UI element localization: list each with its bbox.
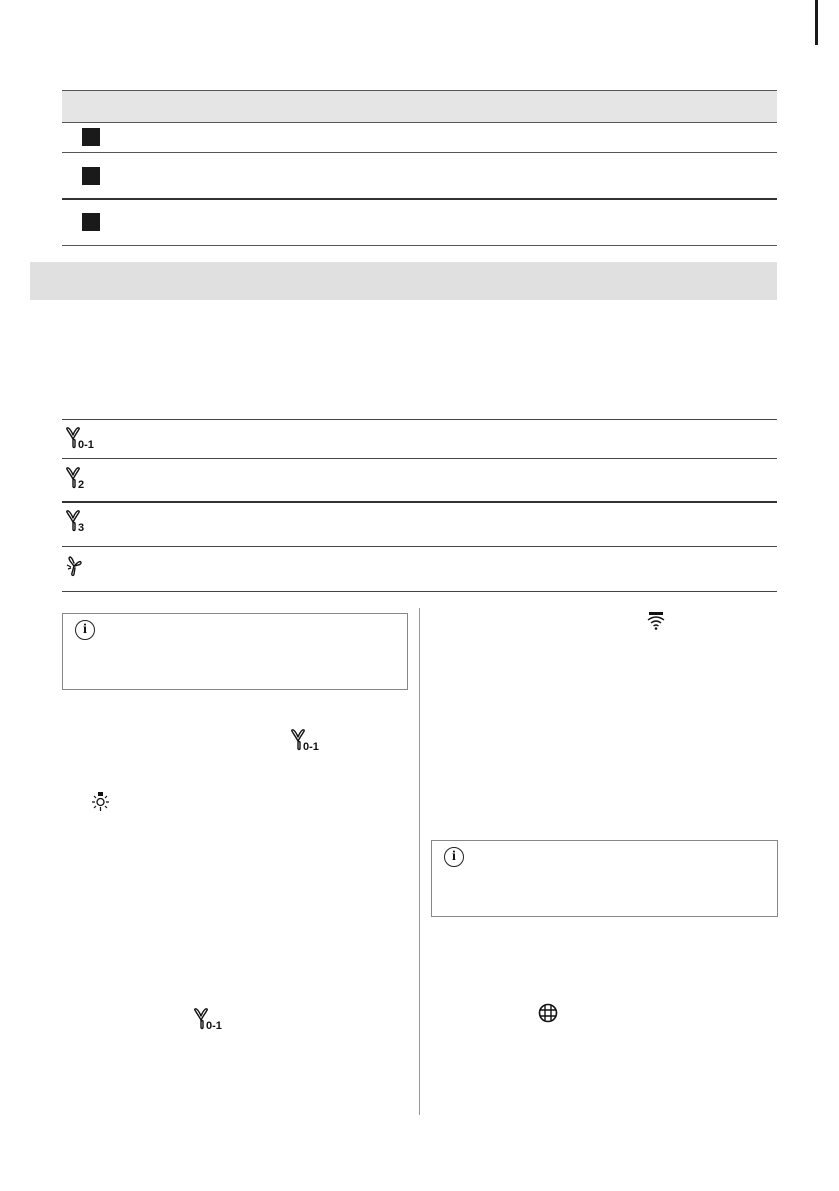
fan-icon [64, 466, 104, 490]
light-icon [89, 791, 113, 813]
fan-icon [192, 1007, 232, 1031]
column-divider [419, 608, 420, 1115]
square-marker-icon [82, 128, 100, 146]
fan-subscript: 0-1 [78, 439, 94, 450]
grease-filter-icon [537, 1002, 559, 1024]
fan-subscript: 2 [78, 479, 85, 490]
fan-icon [289, 728, 329, 752]
info-note-box [431, 840, 778, 917]
hob2hood-icon [645, 611, 667, 631]
square-marker-icon [82, 213, 100, 231]
page-edge-marker [815, 0, 818, 45]
square-marker-icon [82, 167, 100, 185]
info-note-box [62, 613, 408, 690]
fan-boost-icon [64, 556, 104, 580]
section-heading-bar [30, 262, 777, 300]
fan-subscript: 3 [78, 522, 85, 533]
info-icon: i [75, 620, 95, 640]
fan-subscript: 0-1 [206, 1020, 222, 1031]
fan-level-row [62, 503, 777, 547]
table-row [62, 200, 777, 246]
fan-icon [64, 426, 104, 450]
fan-level-row [62, 458, 777, 503]
fan-level-row [62, 547, 777, 592]
fan-level-row [62, 419, 777, 459]
table-header [62, 90, 777, 123]
fan-subscript: 0-1 [303, 741, 319, 752]
table-row [62, 122, 777, 153]
info-icon: i [444, 847, 464, 867]
table-row [62, 153, 777, 200]
fan-icon [64, 509, 104, 533]
